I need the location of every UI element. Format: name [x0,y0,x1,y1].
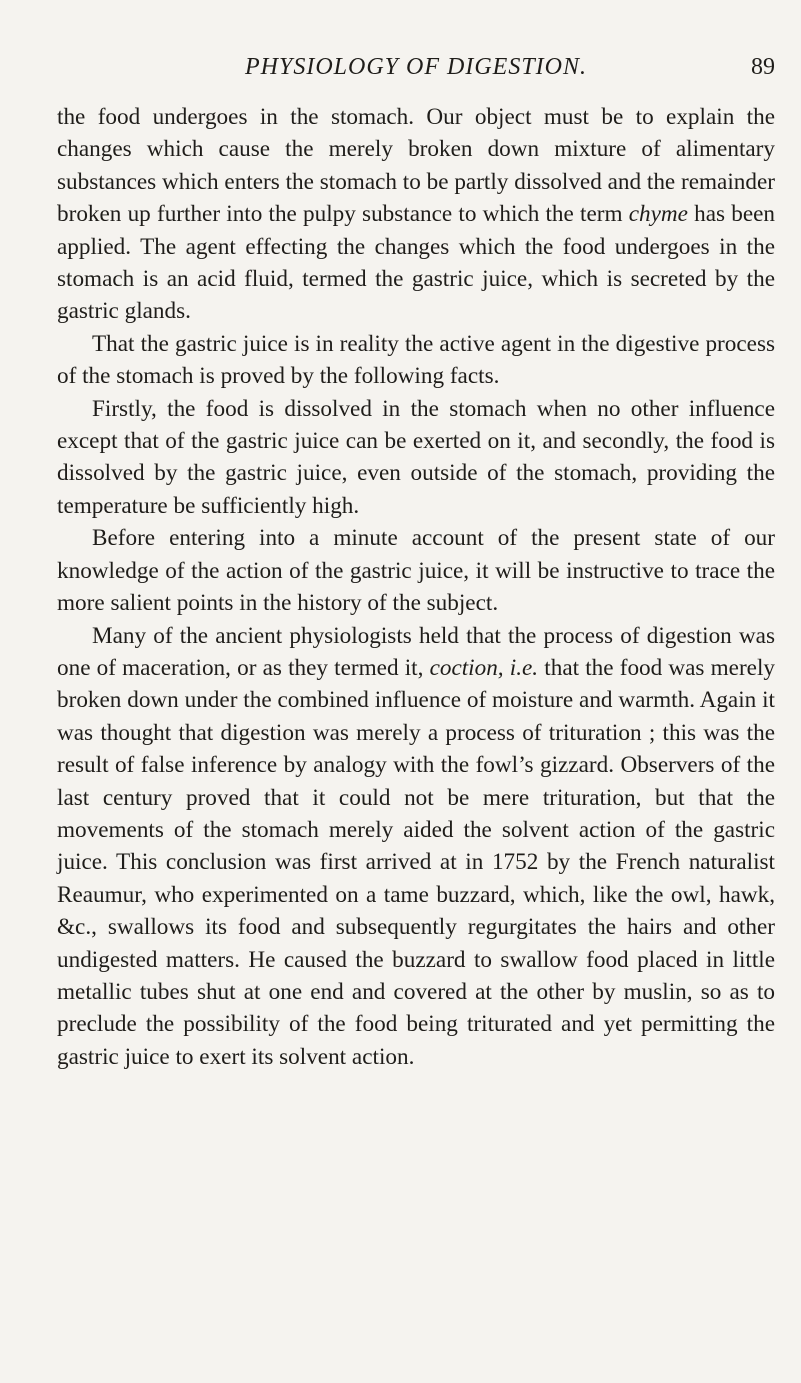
italic-term: coction, i.e. [429,654,539,681]
paragraph [57,328,775,393]
text-run: Before entering into a minute account of the present state of our knowledge of the action of the gastric juice, it will be instructive to trace the more salient points in the history of the subject. [57,525,775,617]
paragraph [57,620,775,1074]
text-run: That the gastric juice is in reality the active agent in the digestive process of the stomach is proved by the following facts. [57,330,775,390]
text-run: Many of the ancient physiologists held that the process of digestion was one of maceration, or as they termed it, [57,622,775,681]
paragraph [57,393,775,523]
body-text [57,101,775,1073]
running-title: PHYSIOLOGY OF DIGESTION. [244,54,587,80]
paragraph [57,522,775,619]
running-head [57,50,775,84]
page-number: 89 [751,54,775,80]
italic-term: chyme [628,201,688,228]
text-run: that the food was merely broken down under the combined influence of moisture and warmth. Again it was thought that digestion was merely a process of trituration ; this was the result of false inference by analogy with the fowl’s gizzard. Observers of the last century proved that it could not be mere trituration, but that the movements of the stomach merely aided the solvent action of the gastric juice. This conclusion was first arrived at in 1752 by the French naturalist Reaumur, who experimented on a tame buzzard, which, like the owl, hawk, &c., swallows its food and subsequently regurgitates the hairs and other undigested matters. He caused the buzzard to swallow food placed in little metallic tubes shut at one end and covered at the other by muslin, so as to preclude the possibility of the food being triturated and yet permitting the gastric juice to exert its solvent action. [57,654,775,1070]
paragraph [57,101,775,328]
text-run: the food undergoes in the stomach. Our object must be to explain the changes which cause the merely broken down mixture of alimentary substances which enters the stomach to be partly dissolved and the remainder broken up further into the pulpy substance to which the term [57,104,775,228]
text-run: has been applied. The agent effecting the changes which the food undergoes in the stomach is an acid fluid, termed the gastric juice, which is secreted by the gastric glands. [57,201,775,325]
text-run: Firstly, the food is dissolved in the stomach when no other influence except that of the gastric juice can be exerted on it, and secondly, the food is dissolved by the gastric juice, even outside of the stomach, providing the temperature be sufficiently high. [57,395,775,519]
